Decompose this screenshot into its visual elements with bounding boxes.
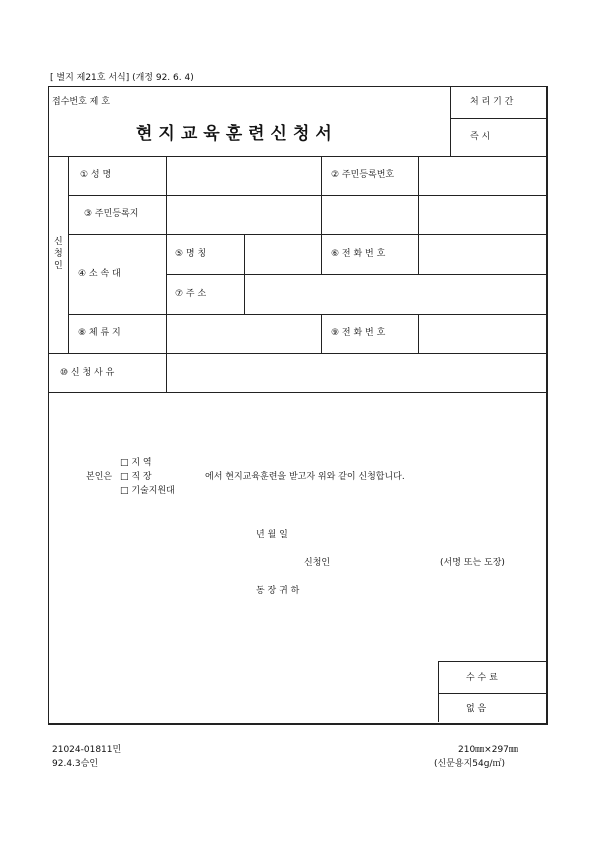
affiliation-label: ④ 소 속 대 — [78, 269, 121, 279]
footer-approval: 92.4.3승인 — [52, 759, 99, 769]
reason-label: ⑩ 신 청 사 유 — [60, 368, 115, 378]
stay-place-label: ⑧ 체 류 지 — [78, 328, 121, 338]
form-header: [ 별지 제21호 서식] (개정 92. 6. 4) — [50, 73, 194, 83]
footer-code: 21024-01811민 — [52, 745, 122, 755]
name-label: ① 성 명 — [80, 170, 112, 180]
org-name-label: ⑤ 명 칭 — [175, 249, 207, 259]
reason-field[interactable] — [167, 354, 545, 391]
org-address-label: ⑦ 주 소 — [175, 289, 207, 299]
processing-period-value: 즉 시 — [470, 132, 491, 142]
phone-label-1: ⑥ 전 화 번 호 — [331, 249, 386, 259]
option-region[interactable]: □ 지 역 — [120, 458, 152, 468]
phone-label-2: ⑨ 전 화 번 호 — [331, 328, 386, 338]
resident-number-field[interactable] — [419, 157, 545, 194]
processing-period-label: 처 리 기 간 — [470, 97, 514, 107]
resident-number-label: ② 주민등록번호 — [331, 170, 395, 180]
applicant-line: 신청인 — [304, 558, 331, 568]
fee-label: 수 수 료 — [466, 673, 498, 683]
address-label: ③ 주민등록지 — [84, 209, 139, 219]
statement-text: 에서 현지교육훈련을 받고자 위와 같이 신청합니다. — [205, 472, 405, 482]
org-address-field[interactable] — [245, 275, 545, 313]
footer-paper-weight: (신문용지54g/㎡) — [434, 759, 505, 769]
stay-place-field[interactable] — [167, 315, 320, 352]
name-field[interactable] — [167, 157, 320, 194]
footer-paper-size: 210㎜×297㎜ — [458, 745, 518, 755]
receipt-number: 접수번호 제 호 — [52, 97, 110, 107]
option-workplace[interactable]: □ 직 장 — [120, 472, 152, 482]
address-field[interactable] — [167, 196, 320, 233]
applicant-label: 신 청 인 — [54, 237, 63, 271]
option-tech-support[interactable]: □ 기술지원대 — [120, 486, 175, 496]
statement-prefix: 본인은 — [86, 472, 113, 482]
signature-note: (서명 또는 도장) — [440, 558, 505, 568]
org-name-field[interactable] — [245, 235, 320, 273]
phone-field-2[interactable] — [419, 315, 545, 352]
page-title: 현지교육훈련신청서 — [136, 124, 338, 144]
addressee: 동 장 귀 하 — [256, 586, 300, 596]
phone-field-1[interactable] — [419, 235, 545, 273]
fee-value: 없 음 — [466, 704, 487, 714]
date-line: 년 월 일 — [256, 530, 288, 540]
